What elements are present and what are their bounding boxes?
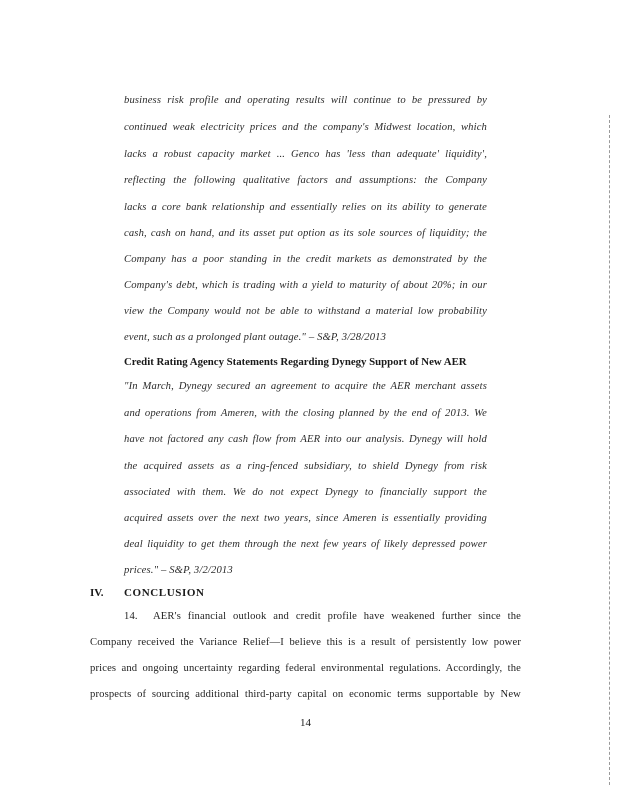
subheading-dynegy-support: Credit Rating Agency Statements Regarding Dynegy Support of New AER bbox=[124, 356, 467, 368]
quote-line-last: event, such as a prolonged plant outage." – S&P, 3/28/2013 bbox=[124, 332, 387, 343]
quote-line: view the Company would not be able to withstand a material low probability bbox=[124, 306, 487, 317]
quote-line: acquired assets over the next two years, since Ameren is essentially providing bbox=[124, 513, 487, 524]
quote-line: business risk profile and operating results will continue to be pressured by bbox=[124, 95, 487, 106]
quote-line: Company has a poor standing in the credit markets as demonstrated by the bbox=[124, 254, 487, 265]
paragraph-line: prospects of sourcing additional third-party capital on economic terms supportable by New bbox=[90, 689, 521, 700]
quote-line: Company's debt, which is trading with a yield to maturity of about 20%; in our bbox=[124, 280, 487, 291]
paragraph-line: prices and ongoing uncertainty regarding federal environmental regulations. Accordingly, the bbox=[90, 663, 521, 674]
quote-line: associated with them. We do not expect Dynegy to financially support the bbox=[124, 487, 487, 498]
quote-line: the acquired assets as a ring-fenced subsidiary, to shield Dynegy from risk bbox=[124, 461, 487, 472]
quote-line: lacks a core bank relationship and essentially relies on its ability to generate bbox=[124, 202, 487, 213]
quote-line: cash, cash on hand, and its asset put option as its sole sources of liquidity; the bbox=[124, 228, 487, 239]
quote-line: continued weak electricity prices and the company's Midwest location, which bbox=[124, 122, 487, 133]
quote-line: and operations from Ameren, with the closing planned by the end of 2013. We bbox=[124, 408, 487, 419]
section-number: IV. bbox=[90, 587, 104, 599]
page-number: 14 bbox=[300, 717, 311, 729]
quote-line: lacks a robust capacity market ... Genco has 'less than adequate' liquidity', bbox=[124, 149, 487, 160]
quote-line-last: prices." – S&P, 3/2/2013 bbox=[124, 565, 233, 576]
paragraph-line: Company received the Variance Relief—I believe this is a result of persistently low power bbox=[90, 637, 521, 648]
quote-line: have not factored any cash flow from AER into our analysis. Dynegy will hold bbox=[124, 434, 487, 445]
quote-line: deal liquidity to get them through the next few years of likely depressed power bbox=[124, 539, 487, 550]
quote-line: "In March, Dynegy secured an agreement to acquire the AER merchant assets bbox=[124, 381, 487, 392]
section-title: CONCLUSION bbox=[124, 587, 205, 599]
paragraph-number: 14. bbox=[124, 611, 138, 622]
scan-edge-line bbox=[609, 115, 610, 785]
paragraph-line: AER's financial outlook and credit profile have weakened further since the bbox=[153, 611, 521, 622]
quote-line: reflecting the following qualitative factors and assumptions: the Company bbox=[124, 175, 487, 186]
